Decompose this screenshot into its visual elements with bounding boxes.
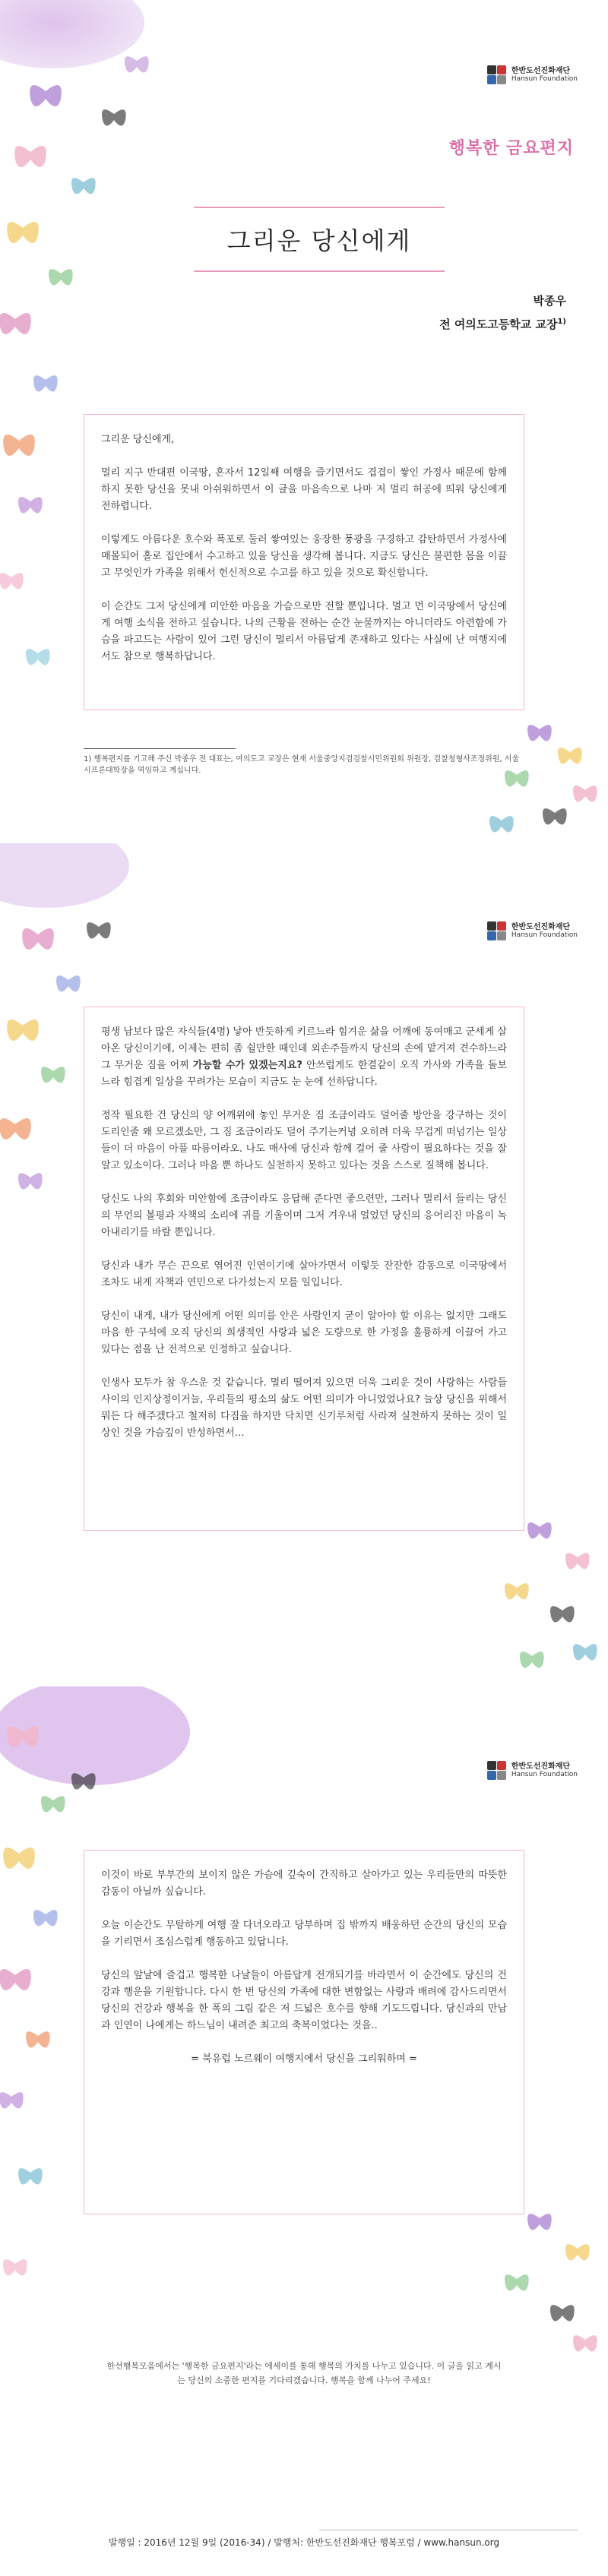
author-block [439, 292, 566, 332]
foundation-logo [487, 65, 578, 85]
page-2 [0, 843, 608, 1686]
closing-line: = 북유럽 노르웨이 여행지에서 당신을 그리워하며 = [191, 2053, 417, 2065]
outro-message: 한선행복모음에서는 '행복한 금요편지'라는 에세이를 통해 행복의 가치를 나누고 있습니다. 이 글을 읽고 계시는 당신의 소중한 편지를 기다리겠습니다. 행복을 함께 나누어 주세요! [106, 2361, 502, 2385]
footnote-rule [84, 748, 236, 749]
logo-korean: 한반도선진화재단 [511, 67, 571, 75]
page-3 [0, 1686, 608, 2576]
page-1 [0, 0, 608, 843]
paragraph: 평생 남보다 많은 자식들(4명) 낳아 반듯하게 키르느라 힘겨운 삶을 어깨에 동여매고 군세게 살아온 당신이기에, 이제는 편히 좀 쉴만한 때인데 외손주들까지 당신의 손에 맡겨져 견수하느라 그 무거운 짐을 어찌 가능할 수가 있겠는지요? 안쓰럽게도 한결같이 오직 가사와 가족을 돌보느라 힘겹게 일상을 꾸려가는 모습이 지금도 눈 눈에 선하답니다. [101, 1026, 507, 1088]
logo-english: Hansun Foundation [511, 1771, 578, 1778]
paragraph: 그리운 당신에게, [101, 434, 175, 445]
footnote: 1) 행복편지를 기고해 주신 박종우 전 대표는, 여의도고 교장은 현재 서울중앙지검검찰시민위원회 위원장, 검찰청형사조정위원, 서울시프론대학장을 역임하고 계십니다. [84, 755, 520, 775]
letter-box-1 [84, 414, 524, 710]
logo-korean: 한반도선진화재단 [511, 923, 571, 931]
footnote-mark: 1) [557, 318, 566, 326]
paragraph: 정작 필요한 건 당신의 양 어깨위에 놓인 무거운 짐 조금이라도 덜어줄 방안을 강구하는 것이 도리인줄 왜 모르겠소만, 그 짐 조금이라도 덜어 주기는커녕 오히려 더욱 무겁게 떠넘기는 일상들이 더 마음이 아플 따름이라오. 나도 매사에 당신과 함께 걸어 줄 사람이 필요하다는 것을 잘 알고 있소이다. 그러나 마음 뿐 하나도 실천하지 못하고 있다는 것을 스스로 질책해 봅니다. [101, 1110, 507, 1171]
paragraph: 이것이 바로 부부간의 보이지 않은 가슴에 깊숙이 간직하고 살아가고 있는 우리들만의 따뜻한 감동이 아닐까 싶습니다. [101, 1870, 507, 1898]
foundation-logo [487, 1761, 578, 1781]
title-bottom-rule [194, 270, 445, 272]
paragraph: 당신의 앞날에 즐겁고 행복한 나날들이 아름답게 전개되기를 바라면서 이 순간에도 당신의 건강과 행운을 기원합니다. 다시 한 번 당신의 가족에 대한 변함없는 사랑과 배려에 감사드리면서 당신의 건강과 행복을 한 폭의 그림 같은 저 드넓은 호수를 향해 기도드립니다. 당신과의 만남과 인연이 나에게는 하느님이 내려준 최고의 축복이었다는 것을.. [101, 1970, 507, 2031]
foundation-logo-icon [487, 1761, 507, 1781]
letter-box-2 [84, 1007, 524, 1531]
author-name: 박종우 [533, 294, 566, 308]
paragraph: 멀리 지구 반대편 이국땅, 혼자서 12일째 여행을 즐기면서도 겹겹이 쌓인 가정사 때문에 함께 하지 못한 당신을 못내 아쉬워하면서 이 글을 마음속으로 나마 저 멀리 허공에 띄워 당신에게 전하렵니다. [101, 467, 507, 512]
foundation-logo-icon [487, 921, 507, 941]
emphasis-text: 가능할 수가 있겠는지요? [192, 1060, 302, 1071]
letter-box-3 [84, 1850, 524, 2214]
series-title: 행복한 금요편지 [448, 139, 574, 158]
author-position: 전 여의도고등학교 교장$^{1)}$ [439, 318, 566, 331]
letter-title: 그리운 당신에게 [226, 226, 412, 255]
foundation-logo-icon [487, 65, 507, 85]
logo-korean: 한반도선진화재단 [511, 1762, 571, 1771]
paragraph: 당신도 나의 후회와 미안함에 조금이라도 응답해 준다면 좋으련만, 그러나 멀리서 들리는 당신의 무언의 볼평과 자책의 소리에 귀를 기울이며 그저 겨우내 얼었던 당신의 응어리진 마음이 녹아내리기를 바랄 뿐입니다. [101, 1193, 507, 1238]
title-block [194, 207, 445, 272]
paragraph: 이 순간도 그저 당신에게 미안한 마음을 가슴으로만 전할 뿐입니다. 멀고 먼 이국땅에서 당신에게 여행 소식을 전하고 싶습니다. 나의 근황을 전하는 순간 눈물까지는 아니더라도 아련함에 가슴을 파고드는 사람이 있어 그런 당신이 멀리서 아름답게 존재하고 있다는 사실에 난 여행지에서도 참으로 행복하답니다. [101, 601, 507, 662]
paragraph: 당신과 내가 무슨 끈으로 엮어진 인연이기에 살아가면서 이렇듯 잔잔한 감동으로 이국땅에서 조차도 내게 자책과 연민으로 다가섰는지 모를 일입니다. [101, 1260, 507, 1288]
foundation-logo [487, 921, 578, 941]
paragraph: 오늘 이순간도 무탈하게 여행 잘 다녀오라고 당부하며 집 밖까지 배웅하던 순간의 당신의 모습을 기리면서 조심스럽게 행동하고 있답니다. [101, 1920, 507, 1948]
paragraph: 당신이 내게, 내가 당신에게 어떤 의미를 안은 사람인지 굳이 알아야 할 이유는 없지만 그래도 마음 한 구석에 오직 당신의 희생적인 사랑과 넓은 도량으로 한 가정을 훌륭하게 이끌어 가고 있다는 점을 난 전적으로 인정하고 싶습니다. [101, 1310, 507, 1355]
paragraph: 인생사 모두가 참 우스운 것 같습니다. 멀리 떨어져 있으면 더욱 그리운 것이 사랑하는 사람들 사이의 인지상정이거늘, 우리들의 평소의 삶도 어떤 의미가 아니었었나요? 늘상 당신을 위해서 뭐든 다 해주겠다고 철저히 다짐을 하지만 닥치면 신기루처럼 사라져 실천하지 못하는 것이 일상인 것을 가슴깊이 반성하면서… [101, 1377, 507, 1439]
paragraph: 이렇게도 아름다운 호수와 폭포로 둘러 쌓여있는 웅장한 풍광을 구경하고 감탄하면서 가정사에 매몰되어 홀로 집안에서 수고하고 있을 당신을 생각해 봅니다. 지금도 당신은 불편한 몸을 이끌고 무엇인가 가족을 위해서 헌신적으로 수고를 하고 있을 것으로 확신합니다. [101, 534, 507, 579]
publication-info: 발행일 : 2016년 12월 9일 (2016-34) / 발행처: 한반도선진화재단 행복포럼 / www.hansun.org [108, 2537, 500, 2548]
logo-english: Hansun Foundation [511, 931, 578, 939]
logo-english: Hansun Foundation [511, 75, 578, 83]
